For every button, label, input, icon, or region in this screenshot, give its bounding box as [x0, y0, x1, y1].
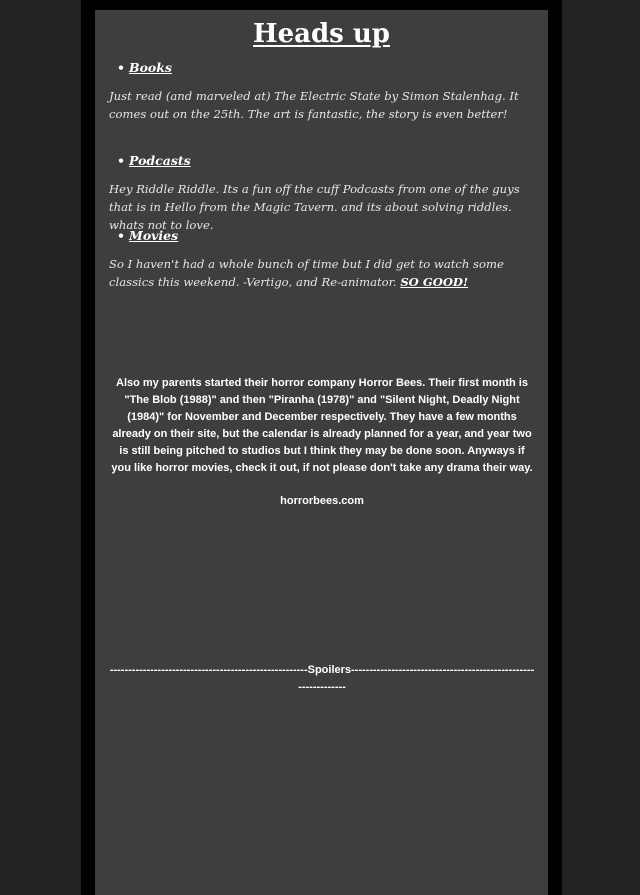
section-heading-label: Books: [129, 60, 172, 75]
horror-bees-link[interactable]: horrorbees.com: [280, 495, 364, 507]
section-heading-label: Podcasts: [129, 153, 191, 168]
section-heading-books[interactable]: [117, 60, 172, 75]
post-card: [95, 10, 548, 895]
so-good-emphasis: SO GOOD!: [400, 275, 469, 289]
section-heading-movies[interactable]: [117, 228, 179, 243]
movies-text: So I haven't had a whole bunch of time but I did get to watch some classics this weekend. -Vertigo, and Re-animator.: [109, 257, 504, 289]
section-heading-podcasts[interactable]: [117, 153, 191, 168]
post-title: Heads up: [253, 19, 390, 49]
bullet-icon: •: [117, 60, 125, 75]
bullet-icon: •: [117, 153, 125, 168]
spoilers-divider: ------------------------------------------------------Spoilers---------------------------------------------------------------: [109, 664, 535, 693]
horror-bees-paragraph: Also my parents started their horror company Horror Bees. Their first month is "The Blob (1988)" and then "Piranha (1978)" and "Silent Night, Deadly Night (1984)" for November and December respectively. They have a few months already on their site, but the calendar is already planned for a year, and year two is still being pitched to studios but I think they may be done soon. Anyways if you like horror movies, check it out, if not please don't take any drama their way.: [111, 377, 533, 474]
bullet-icon: •: [117, 228, 125, 243]
section-heading-label: Movies: [129, 228, 179, 243]
books-paragraph: Just read (and marveled at) The Electric State by Simon Stalenhag. It comes out on the 25th. The art is fantastic, the story is even better!: [109, 89, 519, 121]
podcasts-paragraph: Hey Riddle Riddle. Its a fun off the cuff Podcasts from one of the guys that is in Hello from the Magic Tavern. and its about solving riddles. whats not to love.: [109, 182, 520, 232]
movies-paragraph: [109, 255, 529, 291]
